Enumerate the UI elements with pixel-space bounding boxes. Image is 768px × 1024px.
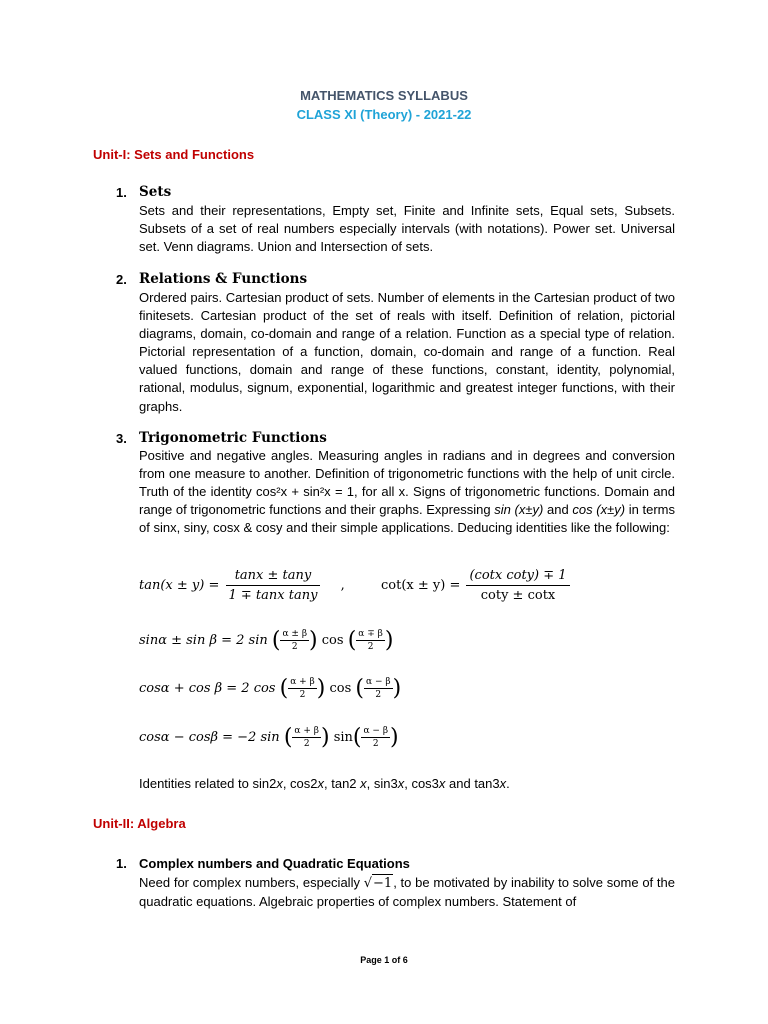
body-text: and xyxy=(543,502,573,518)
fraction-numerator: tanx ± tany xyxy=(234,568,312,583)
formula-function: cos xyxy=(329,681,352,696)
var-x: x xyxy=(276,776,283,791)
section-body-sets: Sets and their representations, Empty set, Finite and Infinite sets, Equal sets, Subsets. Subsets of a set of real numbers especially intervals (with notations). Power set. Universal set. Venn diagrams. Union and Intersection of sets. xyxy=(139,203,675,255)
formula-sin-sum: sinα ± sin β = 2 sin ( $\frac{\alpha \pm \beta}{2}$ ) cos ( $\frac{\alpha \mp \beta}{2}$ ) xyxy=(139,628,394,653)
section-number: 1. xyxy=(116,185,127,200)
text: , tan2 xyxy=(324,776,361,791)
body-text: in terms of sinx, siny, cosx & cosy and their simple applications. Deducing identities like the following: xyxy=(139,502,675,536)
formula-fraction xyxy=(466,568,569,603)
var-x: x xyxy=(438,776,446,791)
text: , sin3 xyxy=(366,776,398,791)
section-number: 2. xyxy=(116,272,127,287)
fraction-numerator: α ∓ β xyxy=(358,629,383,639)
text: , cos3 xyxy=(404,776,439,791)
formula-function: cos xyxy=(321,633,344,648)
fraction-numerator: α − β xyxy=(363,726,389,736)
formula-arg xyxy=(361,726,390,749)
section-number: 1. xyxy=(116,856,127,871)
formula-arg xyxy=(292,726,321,749)
fraction-denominator: 2 xyxy=(361,737,390,749)
cos-expression: cos (x±y) xyxy=(572,502,626,518)
fraction-numerator: α + β xyxy=(290,677,315,687)
formula-lhs: sinα ± sin β = 2 sin xyxy=(139,633,268,648)
formula-arg xyxy=(364,677,393,700)
formula-lhs: tan(x ± y) = xyxy=(139,578,220,593)
formula-lhs: cosα + cos β = 2 cos xyxy=(139,681,276,696)
sqrt-symbol: √ xyxy=(363,876,373,891)
body-text: Positive and negative angles. Measuring angles in radians and in degrees and conversion from one measure to another. Definition of trigonometric functions with the help of unit circle. Truth of the identity cos²x + sin²x = 1, for all x. Signs of trigonometric functions. Domain and range of trigonometric functions and their graphs. Expressing xyxy=(139,448,675,518)
section-title-complex-numbers: Complex numbers and Quadratic Equations xyxy=(139,856,410,871)
unit-1-heading: Unit-I: Sets and Functions xyxy=(93,147,255,162)
formula-cos-sum: cosα + cos β = 2 cos ( $\frac{\alpha + \beta}{2}$ ) cos ( $\frac{\alpha - \beta}{2}$ ) xyxy=(139,676,402,701)
text: Need for complex numbers, especially xyxy=(139,875,364,890)
text: and tan3 xyxy=(445,776,500,791)
section-title-trigonometric: Trigonometric Functions xyxy=(139,430,327,446)
var-x: x xyxy=(360,776,367,791)
formula-lhs: cosα − cosβ = −2 sin xyxy=(139,730,280,745)
sqrt-argument: −1 xyxy=(372,874,393,893)
section-title-relations: Relations & Functions xyxy=(139,271,308,287)
var-x: x xyxy=(397,776,405,791)
formula-cos-difference: cosα − cosβ = −2 sin ( $\frac{\alpha + \beta}{2}$ ) sin( $\frac{\alpha - \beta}{2}$ ) xyxy=(139,725,399,750)
section-body-relations: Ordered pairs. Cartesian product of sets. Number of elements in the Cartesian product of two finitesets. Cartesian product of the set of reals with itself. Definition of relation, pictorial diagrams, domain, co-domain and range of a relation. Function as a special type of relation. Pictorial representation of a function, domain, co-domain and range of a function. Real valued functions, domain and range of these functions, constant, identity, polynomial, rational, modulus, signum, exponential, logarithmic and greatest integer functions, with their graphs. xyxy=(139,290,675,414)
fraction-numerator: α ± β xyxy=(282,629,308,639)
text: , to be motivated by inability to solve some of the quadratic equations. Algebraic properties of complex numbers. Statement of xyxy=(139,875,675,910)
section-number: 3. xyxy=(116,431,127,446)
sin-expression: sin (x±y) xyxy=(494,502,544,518)
text: , cos2 xyxy=(282,776,318,791)
fraction-numerator: α + β xyxy=(294,726,319,736)
fraction-denominator: 1 ∓ tanx tany xyxy=(226,585,321,603)
section-title-sets: Sets xyxy=(139,184,172,200)
section-body-complex-numbers xyxy=(139,874,675,911)
formula-cot-sum xyxy=(381,568,572,603)
var-x: x xyxy=(317,776,324,791)
identities-line xyxy=(139,775,675,793)
document-title: MATHEMATICS SYLLABUS xyxy=(300,88,468,103)
fraction-numerator: α − β xyxy=(366,677,391,687)
formula-fraction xyxy=(226,568,321,603)
formula-tan-sum xyxy=(139,568,345,603)
fraction-denominator: 2 xyxy=(356,640,385,652)
fraction-denominator: 2 xyxy=(280,640,309,652)
formula-arg xyxy=(280,629,309,652)
fraction-denominator: 2 xyxy=(364,688,393,700)
formula-separator: , xyxy=(340,578,345,593)
formula-arg xyxy=(288,677,317,700)
formula-function: sin xyxy=(333,730,353,745)
section-body-trigonometric xyxy=(139,447,675,537)
unit-2-heading: Unit-II: Algebra xyxy=(93,816,186,831)
formula-lhs: cot(x ± y) = xyxy=(381,578,461,593)
fraction-denominator: 2 xyxy=(292,737,321,749)
formula-arg xyxy=(356,629,385,652)
text: . xyxy=(506,776,510,791)
document-subtitle: CLASS XI (Theory) - 2021-22 xyxy=(296,107,472,122)
page-number: Page 1 of 6 xyxy=(360,955,408,965)
fraction-denominator: 2 xyxy=(288,688,317,700)
fraction-numerator: (cotx coty) ∓ 1 xyxy=(469,568,567,583)
var-x: x xyxy=(499,776,507,791)
text: Identities related to sin2 xyxy=(139,776,277,791)
fraction-denominator: coty ± cotx xyxy=(466,585,569,603)
